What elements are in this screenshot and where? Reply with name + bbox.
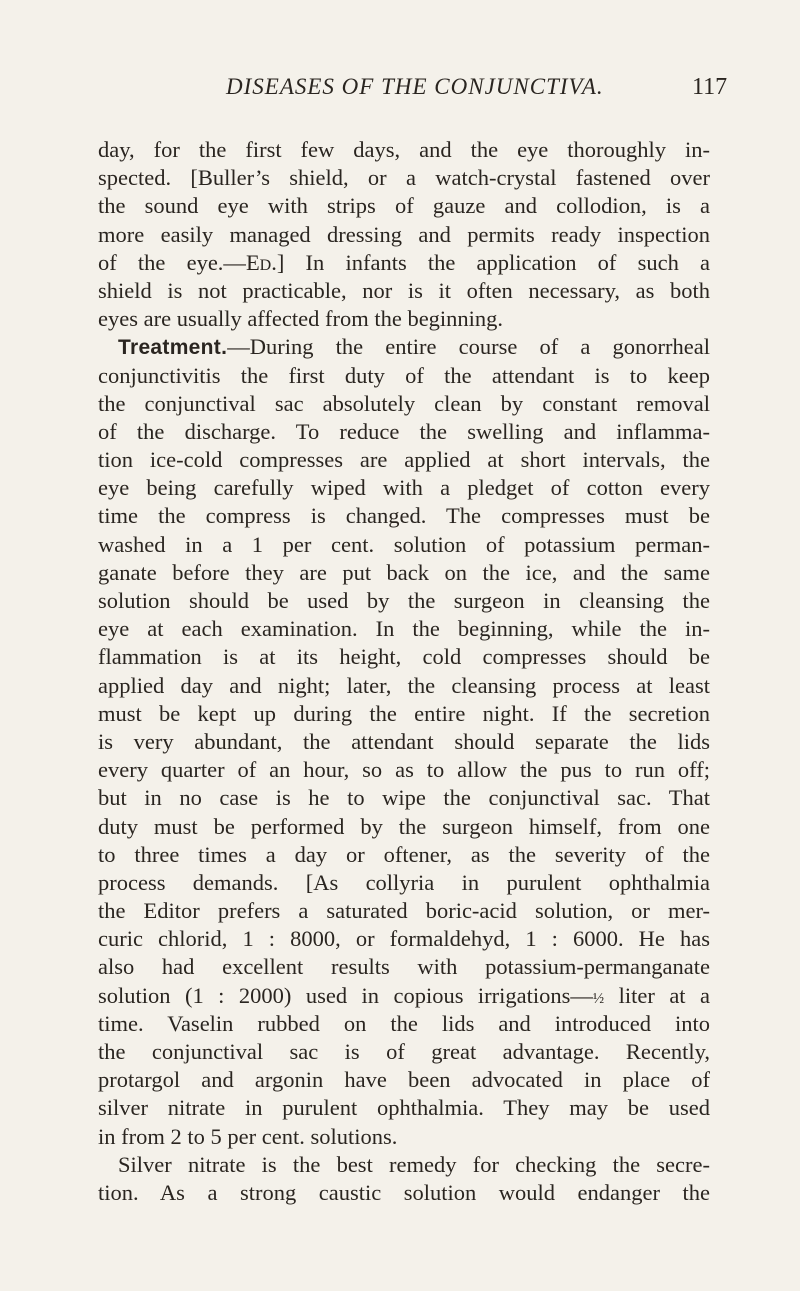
line-text: curic chlorid, 1 : 8000, or formaldehyd, 1 : 6000. He has [98,926,710,952]
line-text: ] In infants the application of such a [276,249,710,275]
line-text: of the discharge. To reduce the swelling and inflamma- [98,418,710,444]
line-text: solution (1 : 2000) used in copious irrigations— [98,982,593,1008]
line-text: conjunctivitis the first duty of the attendant is to keep [98,362,710,388]
text-line [98,474,710,502]
text-line [98,587,710,615]
text-line [98,1066,710,1094]
line-text: more easily managed dressing and permits ready inspection [98,221,710,247]
text-line [98,1179,710,1207]
text-line [98,1038,710,1066]
text-line [98,728,710,756]
text-line [98,897,710,925]
text-line [98,249,710,277]
line-text: but in no case is he to wipe the conjunctival sac. That [98,785,710,811]
text-line [98,502,710,530]
line-text: ganate before they are put back on the ice, and the same [98,559,710,585]
text-line [98,615,710,643]
line-text: must be kept up during the entire night. If the secretion [98,700,710,726]
line-text: eyes are usually affected from the beginning. [98,306,504,332]
text-line [98,390,710,418]
line-text: —During the entire course of a gonorrheal [227,334,710,360]
line-text: day, for the first few days, and the eye thoroughly in- [98,137,710,162]
text-line [98,1123,710,1151]
line-text: the conjunctival sac is of great advantage. Recently, [98,1039,710,1064]
text-line [98,192,710,220]
editor-abbreviation: Ed. [245,249,277,275]
text-line [98,1151,710,1179]
line-text: to three times a day or oftener, as the severity of the [98,841,710,867]
line-text: shield is not practicable, nor is it often necessary, as both [98,277,710,303]
line-text: spected. [Buller’s shield, or a watch-crystal fastened over [98,165,710,191]
line-text: liter at a [604,982,710,1008]
text-line [98,277,710,305]
line-text: of the eye.— [98,249,246,275]
text-line [98,531,710,559]
text-line [98,446,710,474]
line-text: tion. As a strong caustic solution would endanger the [98,1179,710,1205]
line-text: silver nitrate in purulent ophthalmia. They may be used [98,1095,710,1121]
text-line [98,333,710,361]
text-line [98,362,710,390]
text-line [98,1010,710,1038]
line-text: duty must be performed by the surgeon himself, from one [98,813,710,839]
text-line [98,643,710,671]
text-line [98,953,710,981]
line-text: time. Vaselin rubbed on the lids and introduced into [98,1010,710,1036]
text-line [98,756,710,784]
text-line [98,841,710,869]
line-text: also had excellent results with potassium-permanganate [98,954,710,980]
text-line [98,164,710,192]
line-text: eye at each examination. In the beginning, while the in- [98,616,710,642]
page-number: 117 [692,74,728,100]
text-line [98,784,710,812]
line-text: tion ice-cold compresses are applied at short intervals, the [98,447,710,473]
line-text: every quarter of an hour, so as to allow the pus to run off; [98,757,710,783]
line-text: applied day and night; later, the cleansing process at least [98,672,710,698]
body-text [98,136,710,1207]
line-text: the conjunctival sac absolutely clean by constant removal [98,390,710,416]
line-text: solution should be used by the surgeon in cleansing the [98,588,710,613]
section-heading: Treatment. [118,336,228,360]
text-line [98,813,710,841]
line-text: time the compress is changed. The compresses must be [98,503,710,529]
text-line [98,672,710,700]
fraction: ½ [592,990,605,1007]
line-text: Silver nitrate is the best remedy for checking the secre- [118,1151,710,1177]
line-text: eye being carefully wiped with a pledget of cotton every [98,475,710,501]
text-line [98,869,710,897]
line-text: process demands. [As collyria in purulent ophthalmia [98,869,710,895]
text-line [98,305,710,333]
text-line [98,221,710,249]
running-title: DISEASES OF THE CONJUNCTIVA. [226,74,604,99]
text-line [98,418,710,446]
line-text: the sound eye with strips of gauze and collodion, is a [98,193,710,219]
line-text: the Editor prefers a saturated boric-acid solution, or mer- [98,898,710,924]
line-text: washed in a 1 per cent. solution of potassium perman- [98,531,710,557]
text-line [98,925,710,953]
text-line [98,700,710,728]
text-line [98,136,710,164]
text-line [98,1094,710,1122]
line-text: is very abundant, the attendant should separate the lids [98,728,710,754]
line-text: in from 2 to 5 per cent. solutions. [98,1123,398,1149]
line-text: protargol and argonin have been advocated in place of [98,1067,710,1093]
running-header [0,74,800,108]
line-text: flammation is at its height, cold compresses should be [98,644,710,670]
text-line [98,559,710,587]
text-line [98,982,710,1010]
